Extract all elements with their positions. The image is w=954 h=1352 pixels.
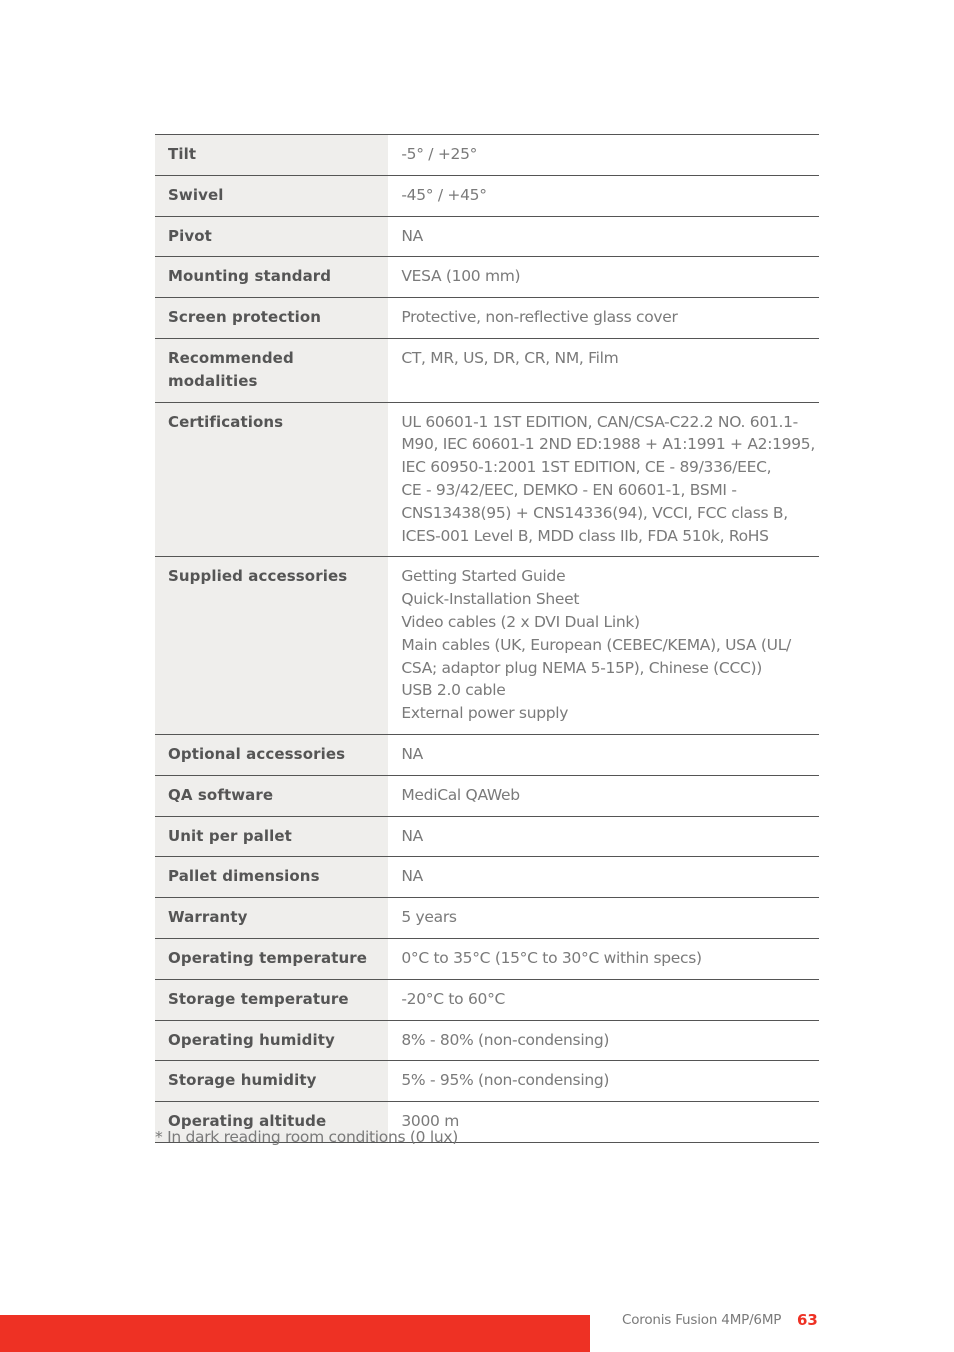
spec-label: Tilt bbox=[155, 135, 388, 176]
specifications-table-body bbox=[155, 135, 819, 1143]
spec-label: Operating temperature bbox=[155, 938, 388, 979]
spec-value-line: 5 years bbox=[401, 908, 457, 927]
spec-value-line: NA bbox=[401, 744, 423, 763]
spec-value-line: Protective, non-reflective glass cover bbox=[401, 308, 678, 327]
spec-value bbox=[388, 898, 819, 939]
spec-value-line: VESA (100 mm) bbox=[401, 267, 521, 286]
spec-label: Certifications bbox=[155, 402, 388, 557]
spec-value-line: 5% - 95% (non-condensing) bbox=[401, 1071, 610, 1090]
spec-value-line: Video cables (2 x DVI Dual Link) bbox=[401, 612, 640, 631]
spec-label: Pallet dimensions bbox=[155, 857, 388, 898]
table-row bbox=[155, 816, 819, 857]
table-row bbox=[155, 402, 819, 557]
spec-label: Storage humidity bbox=[155, 1061, 388, 1102]
table-row bbox=[155, 338, 819, 402]
spec-value bbox=[388, 857, 819, 898]
table-row bbox=[155, 775, 819, 816]
spec-value bbox=[388, 175, 819, 216]
spec-value bbox=[388, 557, 819, 735]
table-row bbox=[155, 898, 819, 939]
spec-value-line: -45° / +45° bbox=[401, 185, 487, 204]
spec-value-line: Getting Started Guide bbox=[401, 567, 566, 586]
footer-page-number: 63 bbox=[797, 1311, 818, 1329]
spec-value bbox=[388, 775, 819, 816]
spec-label: Mounting standard bbox=[155, 257, 388, 298]
table-row bbox=[155, 557, 819, 735]
spec-label: QA software bbox=[155, 775, 388, 816]
spec-value-line: CSA; adaptor plug NEMA 5-15P), Chinese (CCC)) bbox=[401, 658, 762, 677]
spec-label: Pivot bbox=[155, 216, 388, 257]
spec-value bbox=[388, 979, 819, 1020]
spec-value bbox=[388, 734, 819, 775]
spec-value bbox=[388, 135, 819, 176]
table-row bbox=[155, 938, 819, 979]
spec-value-line: MediCal QAWeb bbox=[401, 785, 520, 804]
specifications-table bbox=[155, 134, 819, 1143]
spec-value-line: ICES-001 Level B, MDD class IIb, FDA 510k, RoHS bbox=[401, 526, 769, 545]
table-row bbox=[155, 257, 819, 298]
spec-value-line: 8% - 80% (non-condensing) bbox=[401, 1030, 610, 1049]
table-row bbox=[155, 734, 819, 775]
spec-label: Unit per pallet bbox=[155, 816, 388, 857]
table-row bbox=[155, 857, 819, 898]
footer-document-title: Coronis Fusion 4MP/6MP bbox=[622, 1312, 782, 1328]
spec-label: Recommended modalities bbox=[155, 338, 388, 402]
spec-label: Storage temperature bbox=[155, 979, 388, 1020]
spec-label: Screen protection bbox=[155, 298, 388, 339]
footer-accent-bar bbox=[0, 1315, 590, 1352]
spec-value-line: NA bbox=[401, 867, 423, 886]
table-row bbox=[155, 298, 819, 339]
spec-value-line: Quick-Installation Sheet bbox=[401, 590, 580, 609]
spec-value-line: 3000 m bbox=[401, 1112, 460, 1131]
spec-value-line: M90, IEC 60601-1 2ND ED:1988 + A1:1991 + A2:1995, bbox=[401, 435, 815, 454]
table-row bbox=[155, 1020, 819, 1061]
table-row bbox=[155, 175, 819, 216]
spec-value bbox=[388, 257, 819, 298]
spec-value-line: IEC 60950-1:2001 1ST EDITION, CE - 89/336/EEC, bbox=[401, 458, 772, 477]
spec-label: Operating humidity bbox=[155, 1020, 388, 1061]
spec-value-line: -20°C to 60°C bbox=[401, 989, 506, 1008]
spec-value-line: CE - 93/42/EEC, DEMKO - EN 60601-1, BSMI - bbox=[401, 480, 737, 499]
spec-value-line: USB 2.0 cable bbox=[401, 681, 506, 700]
spec-label: Operating altitude bbox=[155, 1102, 388, 1143]
spec-value-line: CT, MR, US, DR, CR, NM, Film bbox=[401, 348, 619, 367]
spec-value-line: -5° / +25° bbox=[401, 145, 478, 163]
spec-value-line: NA bbox=[401, 826, 423, 845]
spec-value-line: UL 60601-1 1ST EDITION, CAN/CSA-C22.2 NO. 601.1- bbox=[401, 412, 798, 431]
table-row bbox=[155, 1061, 819, 1102]
spec-label: Supplied accessories bbox=[155, 557, 388, 735]
table-row bbox=[155, 135, 819, 176]
spec-value bbox=[388, 338, 819, 402]
table-row bbox=[155, 216, 819, 257]
spec-label: Warranty bbox=[155, 898, 388, 939]
spec-value-line: External power supply bbox=[401, 704, 569, 723]
spec-value-line: CNS13438(95) + CNS14336(94), VCCI, FCC class B, bbox=[401, 503, 788, 522]
spec-value bbox=[388, 298, 819, 339]
spec-value bbox=[388, 402, 819, 557]
spec-value-line: 0°C to 35°C (15°C to 30°C within specs) bbox=[401, 948, 702, 967]
spec-value bbox=[388, 1061, 819, 1102]
spec-value bbox=[388, 1020, 819, 1061]
spec-value-line: NA bbox=[401, 226, 423, 245]
spec-value-line: Main cables (UK, European (CEBEC/KEMA), USA (UL/ bbox=[401, 635, 791, 654]
spec-label: Swivel bbox=[155, 175, 388, 216]
table-row bbox=[155, 979, 819, 1020]
spec-value bbox=[388, 816, 819, 857]
spec-label: Optional accessories bbox=[155, 734, 388, 775]
spec-value bbox=[388, 216, 819, 257]
spec-value bbox=[388, 938, 819, 979]
footnote: * In dark reading room conditions (0 lux) bbox=[155, 1128, 458, 1146]
